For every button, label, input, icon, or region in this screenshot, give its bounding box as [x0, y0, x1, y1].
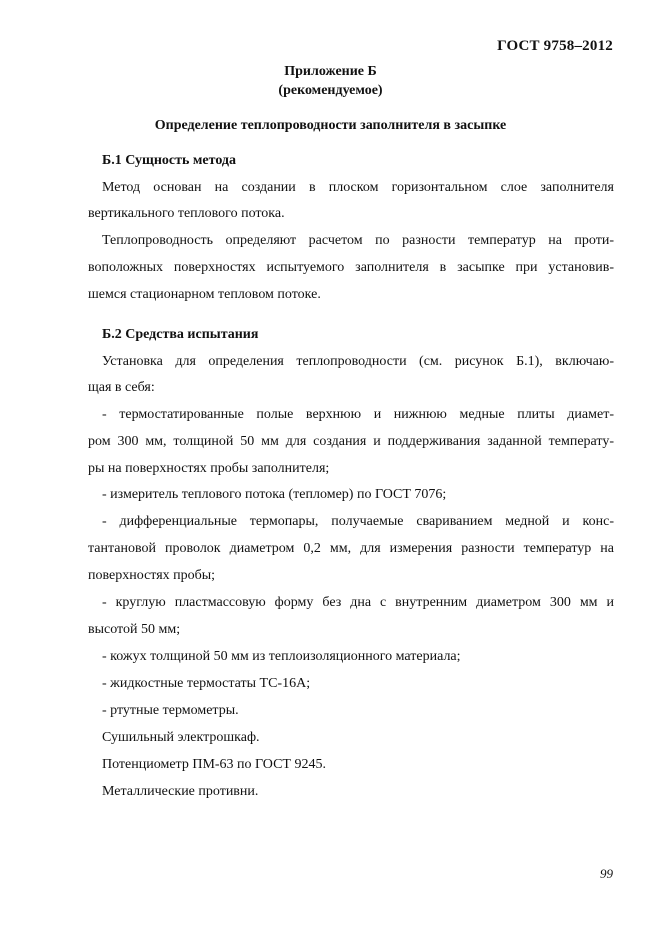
b2-item-5: - кожух толщиной 50 мм из теплоизоляционного материала;	[102, 649, 461, 664]
b2-extra-2: Потенциометр ПМ-63 по ГОСТ 9245.	[102, 757, 326, 772]
b2-item-4-line-1: - круглую пластмассовую форму без дна с внутренним диаметром 300 мм и	[102, 595, 614, 610]
b2-intro-line-1: Установка для определения теплопроводности (см. рисунок Б.1), включаю-	[102, 354, 614, 369]
appendix-subtitle: (рекомендуемое)	[278, 83, 383, 98]
b2-extra-3: Металлические противни.	[102, 784, 259, 799]
b2-item-6: - жидкостные термостаты ТС-16А;	[102, 676, 311, 691]
b2-intro-line-2: щая в себя:	[88, 380, 155, 395]
appendix-heading: Определение теплопроводности заполнителя в засыпке	[154, 118, 507, 133]
b2-item-3-line-1: - дифференциальные термопары, получаемые свариванием медной и конс-	[102, 514, 614, 529]
b2-item-1-line-2: ром 300 мм, толщиной 50 мм для создания и поддерживания заданной температу-	[88, 434, 614, 449]
b2-item-2: - измеритель теплового потока (тепломер) по ГОСТ 7076;	[102, 487, 447, 502]
section-b2-title: Б.2 Средства испытания	[102, 327, 259, 342]
b2-item-3-line-2: тантановой проволок диаметром 0,2 мм, для измерения разности температур на	[88, 541, 614, 556]
b1-paragraph-1-line-1: Метод основан на создании в плоском горизонтальном слое заполнителя	[102, 180, 614, 195]
b2-item-1-line-3: ры на поверхностях пробы заполнителя;	[88, 461, 330, 476]
section-b1-title: Б.1 Сущность метода	[102, 153, 237, 168]
page-number: 99	[600, 866, 613, 881]
b1-paragraph-1-line-2: вертикального теплового потока.	[88, 206, 285, 221]
b2-item-7: - ртутные термометры.	[102, 703, 239, 718]
b1-paragraph-2-line-2: воположных поверхностях испытуемого заполнителя в засыпке при установив-	[88, 260, 614, 275]
b2-extra-1: Сушильный электрошкаф.	[102, 730, 260, 745]
document-code: ГОСТ 9758–2012	[497, 38, 613, 54]
b2-item-1-line-1: - термостатированные полые верхнюю и нижнюю медные плиты диамет-	[102, 407, 614, 422]
b1-paragraph-2-line-3: шемся стационарном тепловом потоке.	[88, 287, 321, 302]
b2-item-4-line-2: высотой 50 мм;	[88, 622, 181, 637]
appendix-title: Приложение Б	[284, 64, 377, 79]
b1-paragraph-2-line-1: Теплопроводность определяют расчетом по разности температур на проти-	[102, 233, 614, 248]
b2-item-3-line-3: поверхностях пробы;	[88, 568, 216, 583]
